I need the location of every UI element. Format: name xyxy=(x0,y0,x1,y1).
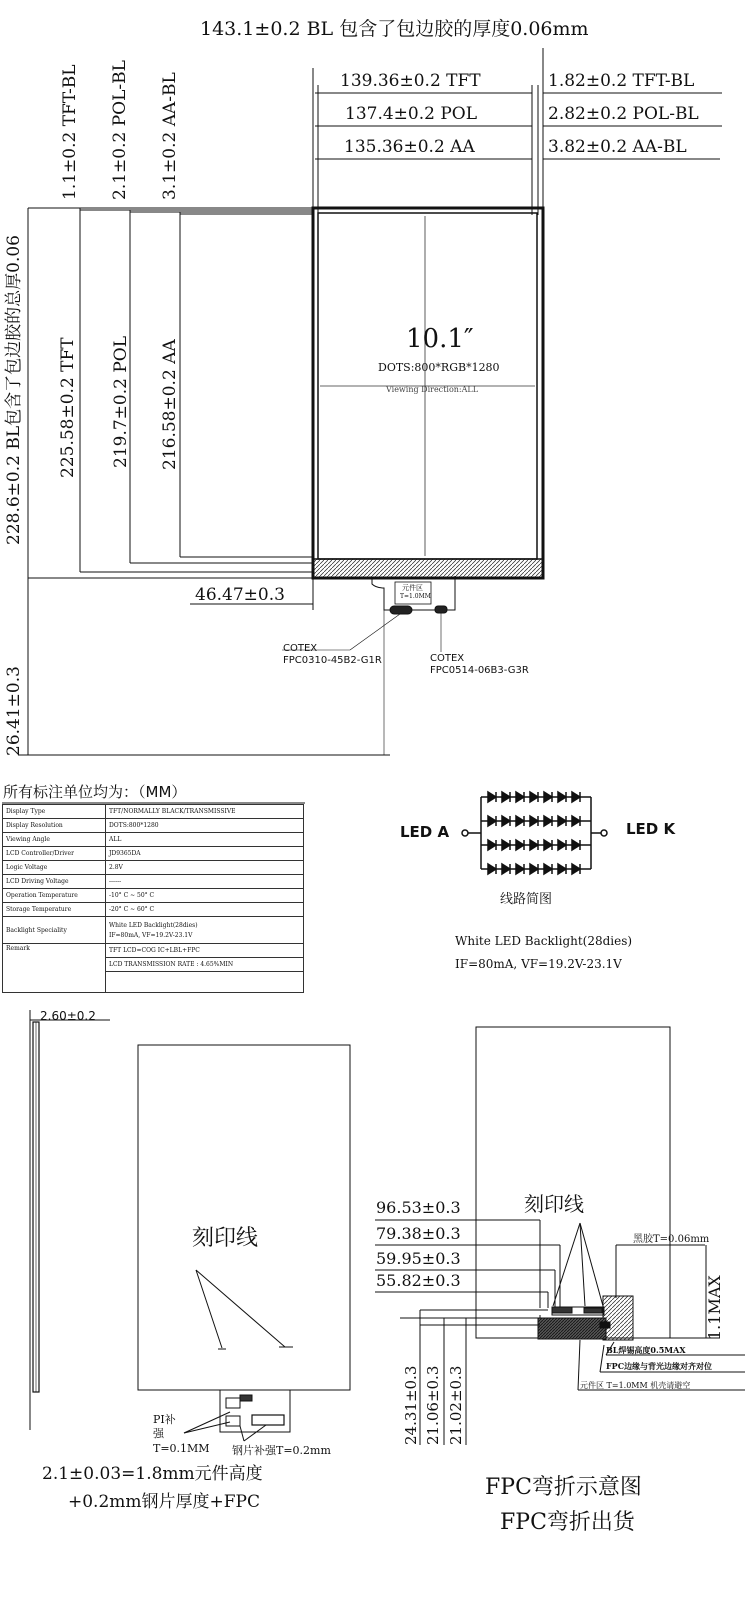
component-height-1: 2.1±0.03=1.8mm元件高度 xyxy=(42,1464,263,1484)
table-row xyxy=(3,861,304,875)
thickness-dim: 2.60±0.2 xyxy=(40,1009,96,1023)
spec-value: -20° C ~ 60° C xyxy=(106,903,304,917)
spec-value: 2.8V xyxy=(106,861,304,875)
spec-key: Display Resolution xyxy=(3,819,106,833)
v-aa-bl-dim: 3.1±0.2 AA-BL xyxy=(160,72,180,200)
fold-title-2: FPC弯折出货 xyxy=(500,1510,635,1535)
dim-59: 59.95±0.3 xyxy=(376,1249,461,1268)
steel-label: 钢片补强T=0.2mm xyxy=(232,1444,331,1457)
spec-value: JD9365DA xyxy=(106,847,304,861)
spec-value: DOTS:800*1280 xyxy=(106,819,304,833)
backlight-spec-1: White LED Backlight(28dies) xyxy=(109,921,198,929)
aa-bl-dim: 3.82±0.2 AA-BL xyxy=(548,137,687,157)
circuit-backlight: White LED Backlight(28dies) xyxy=(455,934,633,948)
bl-height-dim: 228.6±0.2 BL包含了包边胶的总厚0.06 xyxy=(4,235,24,545)
spec-value: ALL xyxy=(106,833,304,847)
pol-height-dim: 219.7±0.2 POL xyxy=(111,335,131,468)
mark-line-left: 刻印线 xyxy=(192,1226,259,1251)
spec-value: ------ xyxy=(106,875,304,889)
units-title: 所有标注单位均为：（MM） xyxy=(3,783,187,801)
component-note: 元件区 T=1.0MM 机壳请避空 xyxy=(580,1381,691,1390)
spec-key: Display Type xyxy=(3,805,106,819)
v-dim-21-06: 21.06±0.3 xyxy=(424,1365,442,1445)
remark-empty xyxy=(106,972,304,993)
circuit-if-vf: IF=80mA, VF=19.2V-23.1V xyxy=(455,957,622,971)
pi-label: PI补 强 T=0.1MM xyxy=(153,1413,210,1455)
panel-size: 10.1″ xyxy=(406,324,474,354)
mark-line-right: 刻印线 xyxy=(524,1192,584,1216)
spec-table xyxy=(2,804,304,993)
dim-79: 79.38±0.3 xyxy=(376,1224,461,1243)
aa-width-dim: 135.36±0.2 AA xyxy=(344,137,475,157)
fpc2-brand: COTEX xyxy=(430,653,465,664)
table-row xyxy=(3,889,304,903)
remark-value-1: TFT LCD=COG IC+LBL+FPC xyxy=(106,944,304,958)
bl-width-dim: 143.1±0.2 BL 包含了包边胶的厚度0.06mm xyxy=(200,18,589,40)
v-pol-bl-dim: 2.1±0.2 POL-BL xyxy=(110,60,130,200)
bl-note: BL焊锡高度0.5MAX xyxy=(606,1345,686,1355)
table-row xyxy=(3,819,304,833)
fpc2-model: FPC0514-06B3-G3R xyxy=(430,665,529,676)
spec-key: Backlight Speciality xyxy=(3,917,106,944)
spec-key: LCD Controller/Driver xyxy=(3,847,106,861)
backlight-spec-2: IF=80mA, VF=19.2V-23.1V xyxy=(109,931,193,939)
table-row xyxy=(3,917,304,944)
component-zone-label: 元件区 xyxy=(402,584,423,592)
spec-key: Logic Voltage xyxy=(3,861,106,875)
table-row xyxy=(3,833,304,847)
spec-value: TFT/NORMALLY BLACK/TRANSMISSIVE xyxy=(106,805,304,819)
dim-96: 96.53±0.3 xyxy=(376,1198,461,1217)
panel-dots: DOTS:800*RGB*1280 xyxy=(378,361,500,374)
fpc1-brand: COTEX xyxy=(283,643,318,654)
fpc-offset-dim: 46.47±0.3 xyxy=(195,585,285,605)
tft-height-dim: 225.58±0.2 TFT xyxy=(58,337,78,478)
dim-55: 55.82±0.3 xyxy=(376,1271,461,1290)
black-tape-label: 黑胶T=0.06mm xyxy=(633,1234,710,1245)
component-height-2: +0.2mm钢片厚度+FPC xyxy=(68,1492,261,1512)
panel-viewing: Viewing Direction:ALL xyxy=(386,385,479,394)
pol-width-dim: 137.4±0.2 POL xyxy=(345,104,478,124)
remark-value-2: LCD TRANSMISSION RATE : 4.65%MIN xyxy=(106,958,304,972)
table-row xyxy=(3,875,304,889)
pol-bl-dim: 2.82±0.2 POL-BL xyxy=(548,104,699,124)
table-row xyxy=(3,903,304,917)
fpc1-model: FPC0310-45B2-G1R xyxy=(283,655,382,666)
table-row xyxy=(3,944,304,958)
table-row xyxy=(3,805,304,819)
max-dim: 1.1MAX xyxy=(705,1275,724,1340)
spec-key: Remark xyxy=(3,944,106,993)
fpc-length-dim: 26.41±0.3 xyxy=(4,666,24,756)
led-k-label: LED K xyxy=(626,820,676,838)
spec-key: Storage Temperature xyxy=(3,903,106,917)
spec-key: Operation Temperature xyxy=(3,889,106,903)
component-thickness-label: T=1.0MM xyxy=(400,593,431,600)
tft-width-dim: 139.36±0.2 TFT xyxy=(340,71,481,91)
led-a-label: LED A xyxy=(400,823,450,841)
v-dim-21-02: 21.02±0.3 xyxy=(447,1365,465,1445)
spec-value: -10° C ~ 50° C xyxy=(106,889,304,903)
table-row xyxy=(3,847,304,861)
v-tft-bl-dim: 1.1±0.2 TFT-BL xyxy=(60,64,80,200)
spec-key: Viewing Angle xyxy=(3,833,106,847)
led-circuit xyxy=(462,792,607,874)
circuit-caption: 线路简图 xyxy=(500,892,553,907)
tft-bl-dim: 1.82±0.2 TFT-BL xyxy=(548,71,695,91)
spec-key: LCD Driving Voltage xyxy=(3,875,106,889)
fpc-note: FPC边缘与背光边缘对齐对位 xyxy=(606,1361,713,1371)
v-dim-24: 24.31±0.3 xyxy=(402,1365,420,1445)
aa-height-dim: 216.58±0.2 AA xyxy=(160,339,180,470)
fold-title-1: FPC弯折示意图 xyxy=(485,1475,642,1500)
spec-value xyxy=(106,917,304,944)
